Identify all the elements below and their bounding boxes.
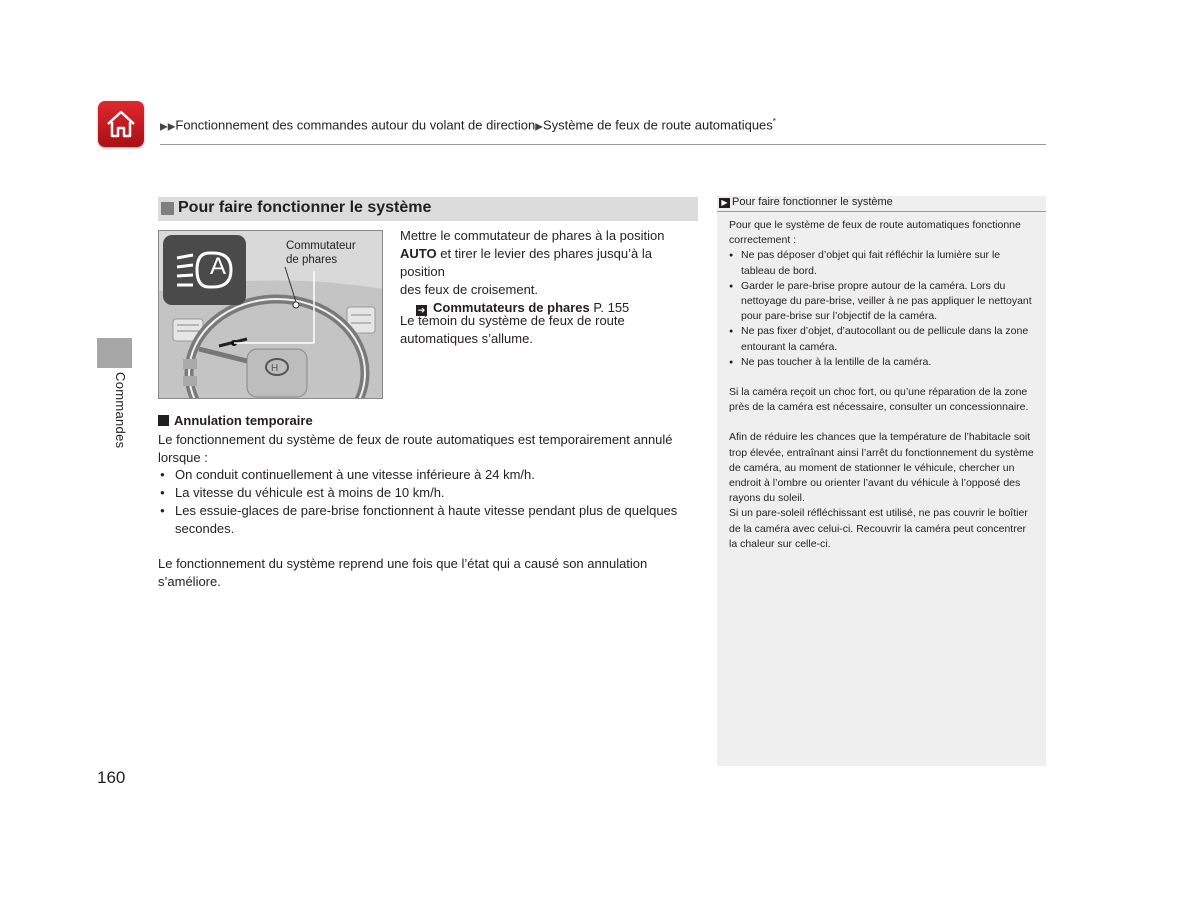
list-item: ● Les essuie-glaces de pare-brise fonctionnent à haute vitesse pendant plus de quelques secondes. bbox=[160, 502, 680, 538]
resume-line-2: s’améliore. bbox=[158, 574, 221, 589]
subsection-heading bbox=[158, 413, 313, 428]
arrow-right-icon: ➜ bbox=[417, 305, 426, 315]
sidebar-paragraph: Si un pare-soleil réfléchissant est utilisé, ne pas couvrir le boîtier de la caméra avec celui-ci. Recouvrir la caméra peut concentrer la chaleur sur celle-ci. bbox=[729, 507, 1028, 550]
instruction-line-2 bbox=[400, 245, 700, 281]
list-item: ● Garder le pare-brise propre autour de la caméra. Lors du nettoyage du pare-brise, veiller à ne pas appliquer le nettoyant pour pare-brise sur l’objectif de la caméra. bbox=[729, 279, 1034, 325]
auto-headlight-icon: A bbox=[209, 253, 226, 280]
indicator-line-2: automatiques s’allume. bbox=[400, 331, 533, 346]
condition-list bbox=[160, 466, 690, 538]
section-square-icon bbox=[161, 202, 174, 215]
home-icon bbox=[104, 107, 138, 141]
list-item: ● Ne pas déposer d’objet qui fait réfléchir la lumière sur le tableau de bord. bbox=[729, 248, 1034, 278]
sidebar-body bbox=[729, 218, 1034, 552]
chapter-label: Commandes bbox=[113, 372, 128, 449]
sidebar-heading bbox=[717, 196, 1046, 212]
instruction-line-2-text: et tirer le levier des phares jusqu’à la position bbox=[400, 246, 652, 279]
breadcrumb-link-1[interactable]: Fonctionnement des commandes autour du volant de direction bbox=[175, 117, 536, 133]
subsection-title: Annulation temporaire bbox=[174, 413, 313, 428]
section-heading bbox=[158, 197, 698, 221]
sidebar-paragraph: Si la caméra reçoit un choc fort, ou qu’une réparation de la zone près de la caméra est nécessaire, consulter un concessionnaire. bbox=[729, 386, 1029, 414]
list-item: ● On conduit continuellement à une vitesse inférieure à 24 km/h. bbox=[160, 466, 690, 484]
dashboard-illustration bbox=[158, 230, 383, 399]
intro-line-2: lorsque : bbox=[158, 450, 208, 465]
sidebar-paragraph: Afin de réduire les chances que la température de l’habitacle soit trop élevée, entraînant ainsi l’arrêt du fonctionnement du système de caméra, au moment de stationner le véhicule, chercher un endroit à l’ombre ou orienter l’avant du véhicule à l’opposé des rayons du soleil. bbox=[729, 431, 1034, 505]
xref-page[interactable]: P. 155 bbox=[589, 300, 630, 315]
breadcrumb-link-2[interactable]: Système de feux de route automatiques bbox=[542, 117, 773, 133]
xref-label[interactable]: Commutateurs de phares bbox=[433, 300, 590, 315]
sidebar-note bbox=[717, 196, 1046, 766]
callout-line-2: de phares bbox=[286, 254, 338, 266]
intro-line-1: Le fonctionnement du système de feux de route automatiques est temporairement annulé bbox=[158, 432, 673, 447]
instruction-line-3: des feux de croisement. bbox=[400, 282, 539, 297]
section-title: Pour faire fonctionner le système bbox=[178, 199, 432, 216]
indicator-paragraph bbox=[400, 312, 700, 348]
home-button[interactable] bbox=[98, 101, 144, 147]
list-item: ● La vitesse du véhicule est à moins de 10 km/h. bbox=[160, 484, 690, 502]
auto-keyword: AUTO bbox=[400, 246, 437, 261]
resume-line-1: Le fonctionnement du système reprend une fois que l’état qui a causé son annulation bbox=[158, 556, 648, 571]
breadcrumb bbox=[160, 117, 776, 132]
note-icon: ▶ bbox=[719, 198, 730, 208]
instruction-line-1: Mettre le commutateur de phares à la position bbox=[400, 228, 665, 243]
sidebar-list bbox=[729, 248, 1034, 370]
callout-line-1: Commutateur bbox=[286, 240, 356, 252]
page-number: 160 bbox=[97, 768, 126, 787]
list-item: ● Ne pas fixer d’objet, d’autocollant ou de pellicule dans la zone entourant la caméra. bbox=[729, 324, 1034, 354]
callout-label bbox=[286, 239, 356, 267]
breadcrumb-arrow-icon: ▶▶ bbox=[160, 121, 176, 133]
square-bullet-icon bbox=[158, 415, 169, 426]
subsection-intro bbox=[158, 431, 698, 467]
indicator-line-1: Le témoin du système de feux de route bbox=[400, 313, 625, 328]
svg-text:H: H bbox=[271, 363, 279, 374]
sidebar-heading-text: Pour faire fonctionner le système bbox=[732, 196, 893, 208]
list-item: ● Ne pas toucher à la lentille de la caméra. bbox=[729, 355, 1034, 370]
instruction-paragraph bbox=[400, 227, 700, 317]
resume-paragraph bbox=[158, 555, 698, 591]
header-divider bbox=[160, 144, 1046, 145]
asterisk-mark: * bbox=[772, 117, 776, 126]
chapter-tab[interactable] bbox=[97, 338, 132, 368]
breadcrumb-arrow-icon: ▶ bbox=[535, 121, 543, 133]
sidebar-intro: Pour que le système de feux de route automatiques fonctionne correctement : bbox=[729, 219, 1021, 247]
